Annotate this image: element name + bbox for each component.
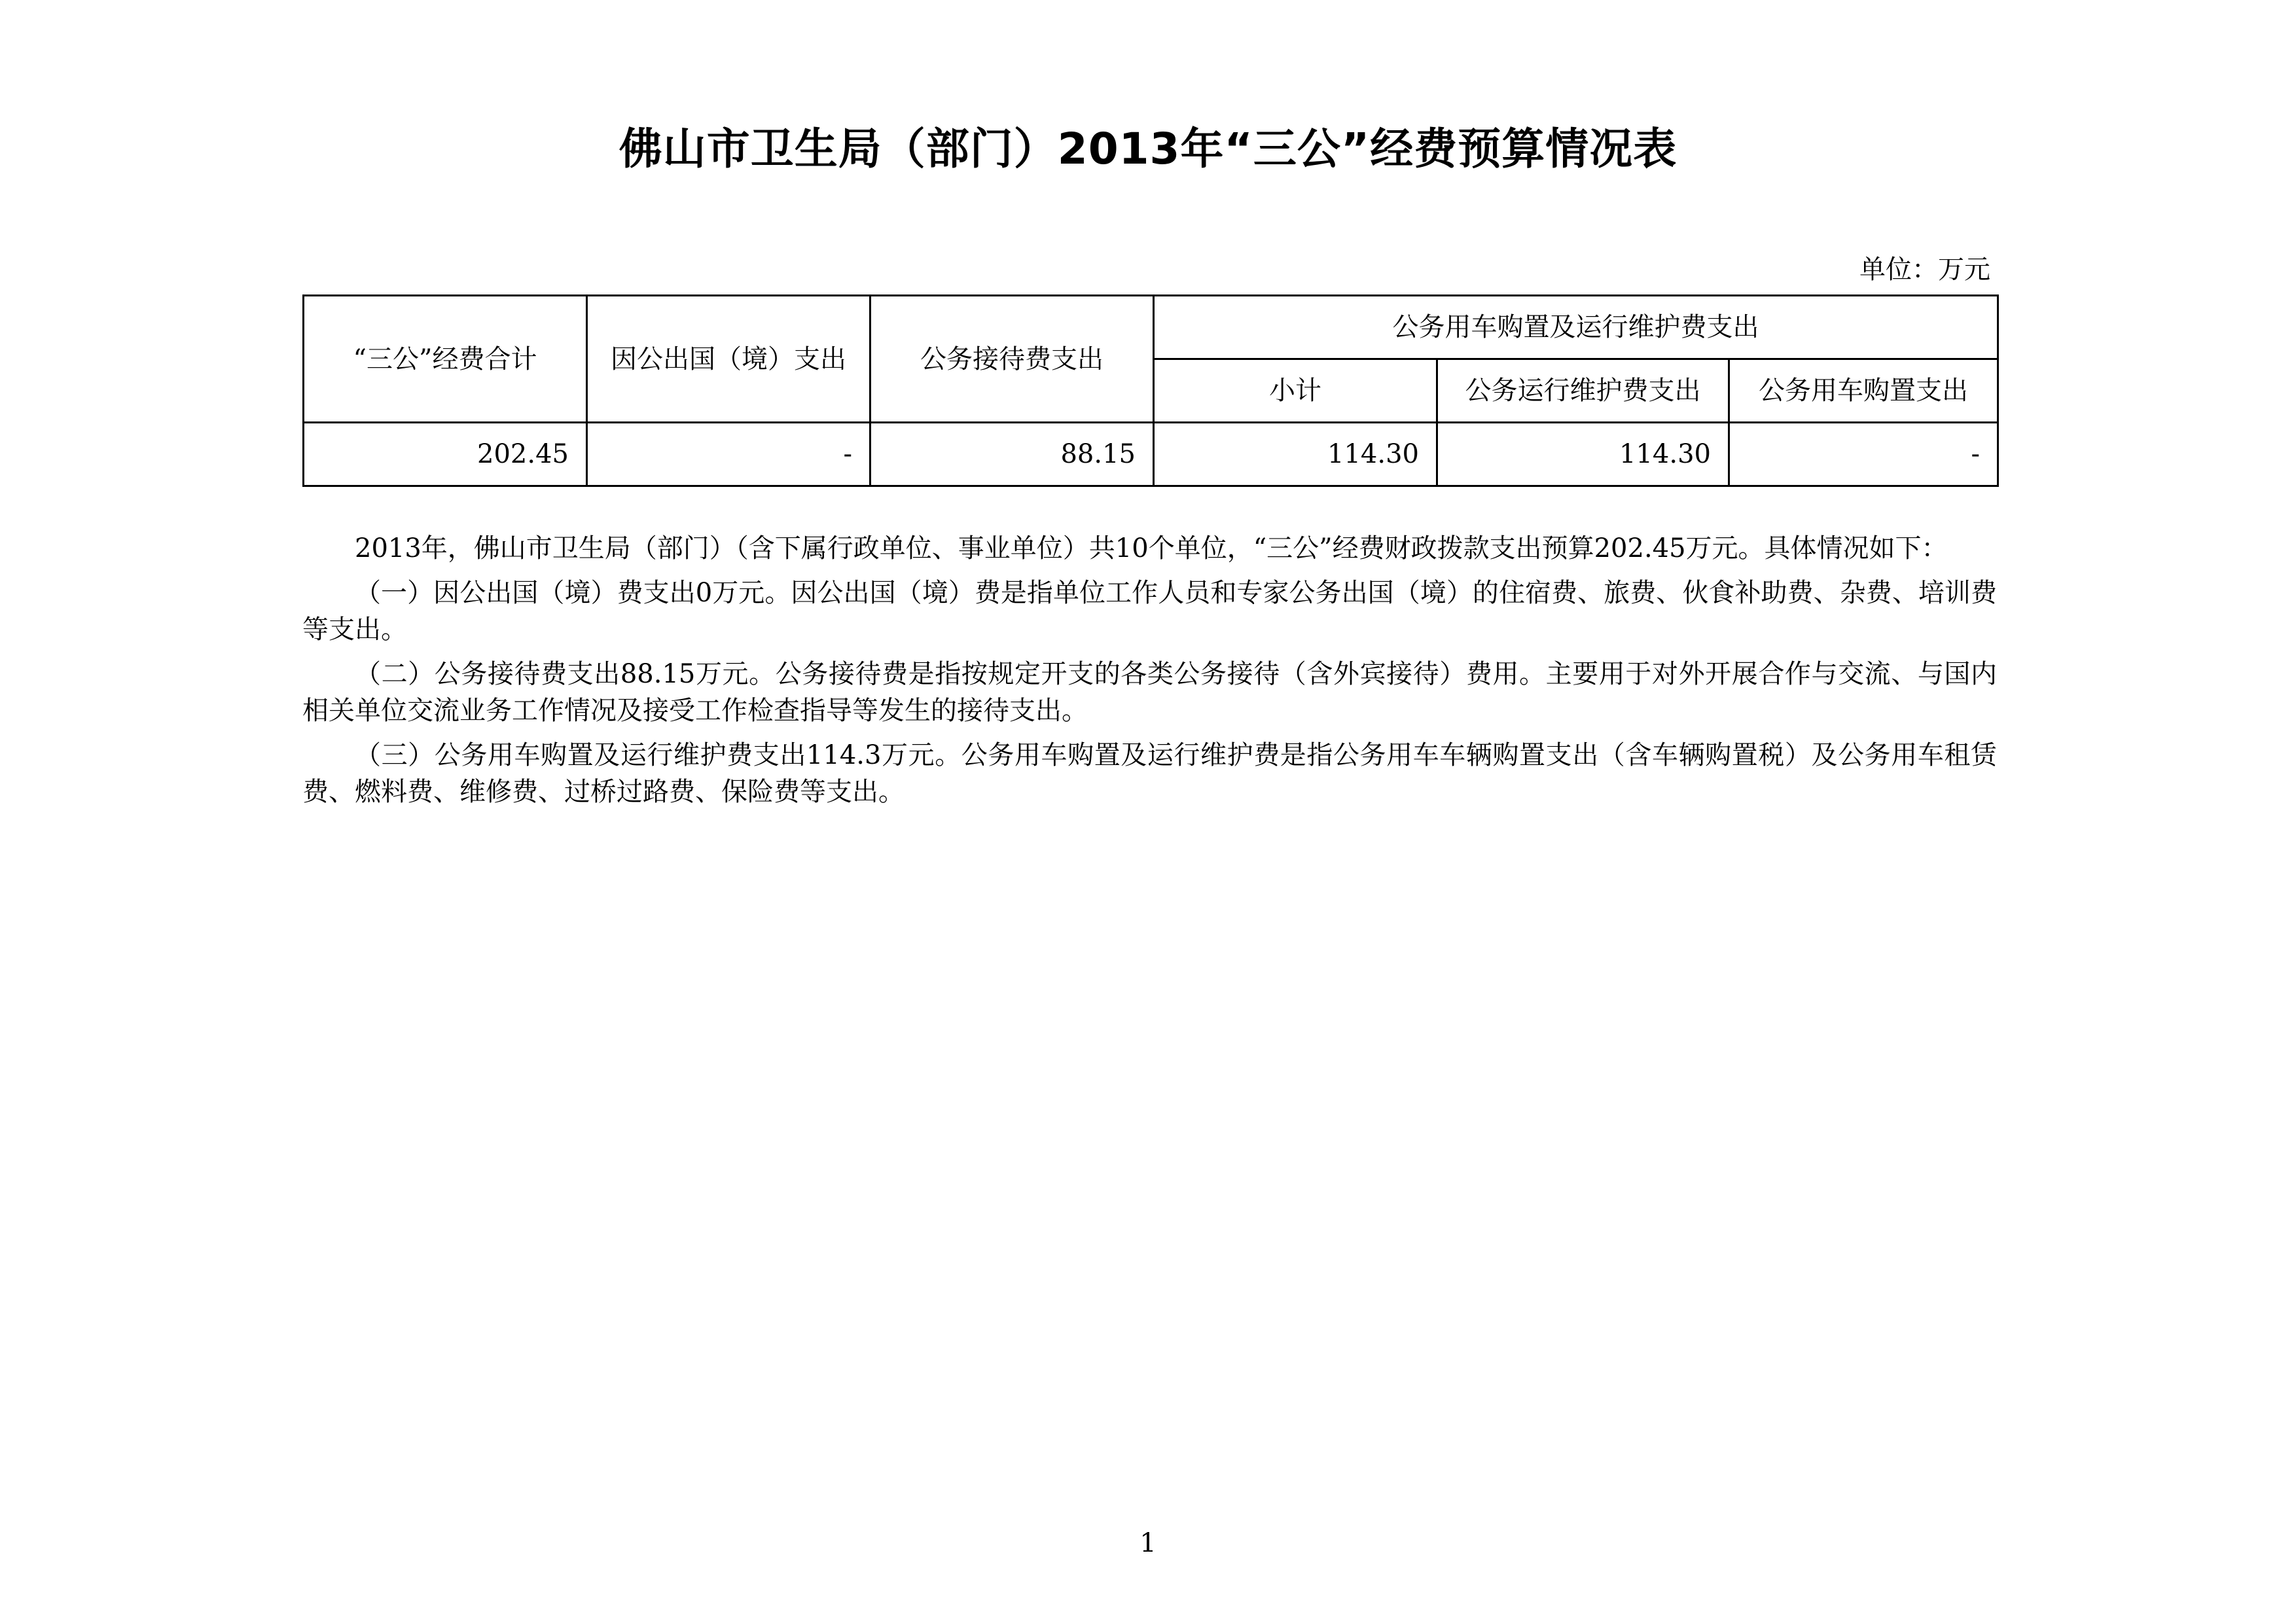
note-paragraph-overseas: （一）因公出国（境）费支出0万元。因公出国（境）费是指单位工作人员和专家公务出国（境）的住宿费、旅费、伙食补助费、杂费、培训费等支出。 — [302, 578, 1997, 645]
header-vehicle-subtotal: 小计 — [1154, 359, 1437, 423]
cell-reception: 88.15 — [870, 423, 1154, 486]
unit-label: 单位：万元 — [1859, 255, 1990, 285]
note-paragraph-reception: （二）公务接待费支出88.15万元。公务接待费是指按规定开支的各类公务接待（含外宾接待）费用。主要用于对外开展合作与交流、与国内相关单位交流业务工作情况及接受工作检查指导等发生的接待支出。 — [302, 659, 1997, 726]
cell-overseas: - — [587, 423, 870, 486]
header-overseas: 因公出国（境）支出 — [587, 296, 870, 423]
header-reception: 公务接待费支出 — [870, 296, 1154, 423]
page-number: 1 — [1139, 1528, 1157, 1558]
notes-section — [302, 530, 1997, 818]
budget-table — [302, 294, 1999, 487]
header-vehicle-operation: 公务运行维护费支出 — [1437, 359, 1729, 423]
table-row — [304, 423, 1998, 486]
table-header-row — [304, 296, 1998, 359]
header-total: “三公”经费合计 — [304, 296, 587, 423]
header-vehicle-group: 公务用车购置及运行维护费支出 — [1154, 296, 1998, 359]
cell-vehicle-subtotal: 114.30 — [1154, 423, 1437, 486]
cell-total: 202.45 — [304, 423, 587, 486]
cell-vehicle-purchase: - — [1729, 423, 1998, 486]
note-paragraph-vehicle: （三）公务用车购置及运行维护费支出114.3万元。公务用车购置及运行维护费是指公务用车车辆购置支出（含车辆购置税）及公务用车租赁费、燃料费、维修费、过桥过路费、保险费等支出。 — [302, 740, 1997, 807]
page-title: 佛山市卫生局（部门）2013年“三公”经费预算情况表 — [619, 124, 1677, 174]
cell-vehicle-operation: 114.30 — [1437, 423, 1729, 486]
header-vehicle-purchase: 公务用车购置支出 — [1729, 359, 1998, 423]
note-paragraph-intro: 2013年，佛山市卫生局（部门）（含下属行政单位、事业单位）共10个单位，“三公”经费财政拨款支出预算202.45万元。具体情况如下： — [355, 533, 1948, 563]
